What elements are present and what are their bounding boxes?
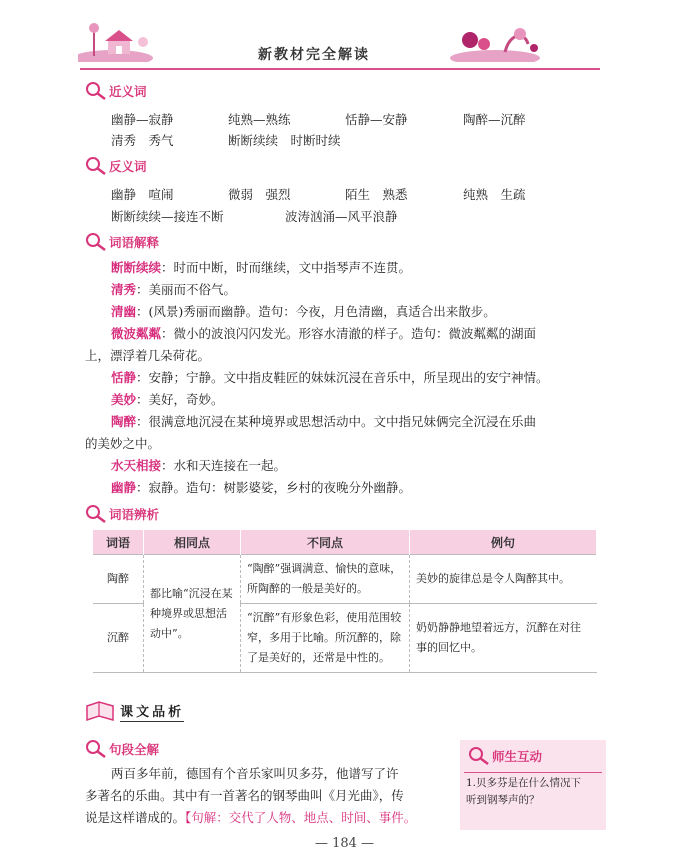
sidebox-heading	[468, 746, 606, 766]
table-row	[93, 555, 597, 604]
magnifier-icon	[85, 232, 107, 252]
table-cell-diff: “沉醉”有形象色彩，使用范围较窄，多用于比喻。所沉醉的，除了是美好的，还常是中性的。	[241, 604, 410, 673]
antonym-item: 陌生 熟悉	[345, 187, 408, 202]
floral-decoration-icon	[450, 22, 540, 62]
explanation-term: 幽静	[111, 480, 137, 495]
explanation-term: 清秀	[111, 282, 137, 297]
word-comparison-table	[93, 530, 597, 673]
explanation-text: ：安静；宁静。文中指皮鞋匠的妹妹沉浸在音乐中，所呈现出的安宁神情。	[136, 370, 549, 385]
page-header	[80, 38, 600, 72]
paragraph-note: 【句解：交代了人物、地点、时间、事件。	[185, 810, 417, 825]
analysis-section-heading	[85, 503, 159, 525]
antonyms-title: 反义词	[109, 159, 147, 174]
magnifier-icon	[85, 504, 107, 524]
page-number: — 184 —	[314, 836, 375, 851]
explanation-entry	[85, 411, 600, 433]
explanation-term: 水天相接	[111, 458, 162, 473]
explanation-text: ：微小的波浪闪闪发光。形容水清澈的样子。造句：微波粼粼的湖面	[161, 326, 537, 341]
explanation-entry	[85, 323, 600, 345]
explanation-continuation: 的美妙之中。	[85, 436, 161, 451]
explanation-text: ：很满意地沉浸在某种境界或思想活动中。文中指兄妹俩完全沉浸在乐曲	[136, 414, 537, 429]
synonyms-section-heading	[85, 80, 147, 102]
explanation-text: ：寂静。造句：树影婆娑，乡村的夜晚分外幽静。	[136, 480, 412, 495]
paragraph-line: 两百多年前，德国有个音乐家叫贝多芬，他谱写了许	[111, 766, 399, 781]
explanation-term: 美妙	[111, 392, 137, 407]
explanation-term: 清幽	[111, 304, 137, 319]
question-line: 1.贝多芬是在什么情况下	[466, 777, 582, 789]
explanation-entry	[85, 301, 600, 323]
question-line: 听到钢琴声的？	[466, 794, 540, 806]
magnifier-icon	[85, 739, 107, 759]
antonyms-section-heading	[85, 155, 147, 177]
text-analysis-badge	[85, 700, 184, 722]
table-cell-example: 美妙的旋律总是令人陶醉其中。	[410, 555, 597, 604]
teacher-student-box	[460, 740, 606, 830]
paragraph-line	[85, 807, 455, 829]
synonym-item: 纯熟—熟练	[228, 112, 291, 127]
explanation-term: 陶醉	[111, 414, 137, 429]
table-cell-word: 陶醉	[93, 555, 144, 604]
paragraph-body	[85, 763, 455, 829]
table-cell-common: 都比喻“沉浸在某种境界或思想活动中”。	[144, 555, 241, 673]
explanation-entry	[85, 389, 600, 411]
explanation-text: ：时而中断，时而继续，文中指琴声不连贯。	[161, 260, 412, 275]
page-title: 新教材完全解读	[258, 47, 370, 63]
explanation-entry	[85, 477, 600, 499]
synonym-item: 恬静—安静	[345, 112, 408, 127]
table-header-row	[93, 530, 597, 555]
explanation-text: ：水和天连接在一起。	[161, 458, 287, 473]
explanation-text: ：(风景)秀丽而幽静。造句：今夜，月色清幽，真适合出来散步。	[136, 304, 496, 319]
synonym-item: 清秀 秀气	[111, 133, 174, 148]
explanation-entry	[85, 279, 600, 301]
synonyms-title: 近义词	[109, 84, 147, 99]
paragraph-section-heading	[85, 738, 159, 760]
antonym-item: 波涛汹涌—风平浪静	[285, 209, 398, 224]
house-decoration-icon	[78, 22, 158, 62]
paragraph-line: 多著名的乐曲。其中有一首著名的钢琴曲叫《月光曲》，传	[85, 788, 404, 803]
explanation-term: 微波粼粼	[111, 326, 162, 341]
explanation-text: ：美好，奇妙。	[136, 392, 224, 407]
synonym-item: 陶醉—沉醉	[463, 112, 526, 127]
column-header: 例句	[410, 530, 597, 555]
badge-label: 课文品析	[120, 704, 185, 720]
magnifier-icon	[85, 156, 107, 176]
synonym-item: 断断续续 时断时续	[228, 133, 341, 148]
explanations-list	[85, 257, 600, 499]
synonym-item: 幽静—寂静	[111, 112, 174, 127]
explanations-section-heading	[85, 231, 159, 253]
explanation-text: ：美丽而不俗气。	[136, 282, 237, 297]
antonym-item: 微弱 强烈	[228, 187, 291, 202]
magnifier-icon	[468, 746, 490, 766]
table-cell-diff: “陶醉”强调满意、愉快的意味，所陶醉的一般是美好的。	[241, 555, 410, 604]
antonym-item: 纯熟 生疏	[463, 187, 526, 202]
explanation-term: 断断续续	[111, 260, 162, 275]
magnifier-icon	[85, 81, 107, 101]
explanations-title: 词语解释	[109, 235, 160, 250]
paragraph-title: 句段全解	[109, 742, 160, 757]
antonym-item: 断断续续—接连不断	[111, 209, 224, 224]
explanation-continuation: 上，漂浮着几朵荷花。	[85, 348, 211, 363]
header-divider	[80, 68, 600, 70]
column-header: 词语	[93, 530, 144, 555]
sidebox-divider	[464, 772, 602, 773]
explanation-term: 恬静	[111, 370, 137, 385]
paragraph-text: 说是这样谱成的。	[85, 810, 186, 825]
sidebox-question	[460, 775, 606, 809]
antonym-item: 幽静 喧闹	[111, 187, 174, 202]
sidebox-title: 师生互动	[492, 749, 543, 764]
column-header: 相同点	[144, 530, 241, 555]
explanation-entry	[85, 367, 600, 389]
table-cell-example: 奶奶静静地望着远方，沉醉在对往事的回忆中。	[410, 604, 597, 673]
explanation-entry	[85, 455, 600, 477]
book-icon	[85, 700, 115, 722]
column-header: 不同点	[241, 530, 410, 555]
analysis-title: 词语辨析	[109, 507, 160, 522]
explanation-entry	[85, 257, 600, 279]
table-cell-word: 沉醉	[93, 604, 144, 673]
